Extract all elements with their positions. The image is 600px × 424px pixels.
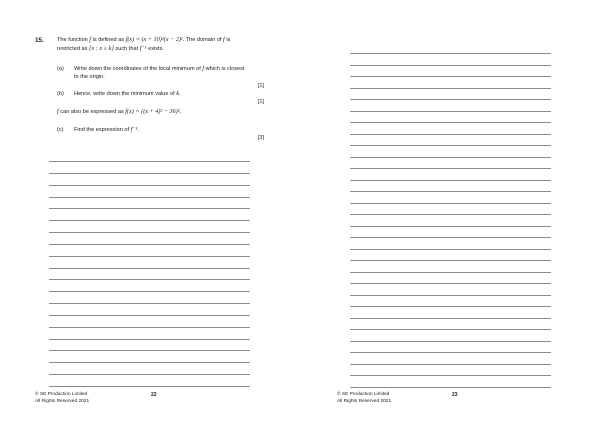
part-b-text: Hence, write down the minimum value of k. bbox=[74, 90, 181, 97]
answer-line[interactable] bbox=[49, 315, 250, 316]
answer-line[interactable] bbox=[350, 191, 551, 192]
answer-line[interactable] bbox=[350, 134, 551, 135]
question-intro-line2: restricted as {x : x ≥ k} such that f⁻¹ exists. bbox=[57, 45, 164, 52]
part-c-text: Find the expression of f⁻¹. bbox=[74, 126, 139, 133]
answer-line[interactable] bbox=[350, 260, 551, 261]
answer-line[interactable] bbox=[350, 237, 551, 238]
answer-line[interactable] bbox=[350, 145, 551, 146]
answer-line[interactable] bbox=[350, 203, 551, 204]
answer-line[interactable] bbox=[49, 232, 250, 233]
answer-line[interactable] bbox=[49, 386, 250, 387]
answer-line[interactable] bbox=[350, 341, 551, 342]
alternative-form: f can also be expressed as f(x) = ((x + 4)² − 36)². bbox=[57, 108, 182, 115]
function-definition: f(x) = (x + 10)²(x − 2)². bbox=[125, 36, 185, 43]
answer-line[interactable] bbox=[350, 295, 551, 296]
alternative-formula: f(x) = ((x + 4)² − 36)². bbox=[125, 108, 182, 115]
answer-line[interactable] bbox=[350, 329, 551, 330]
answer-lines-right[interactable] bbox=[350, 53, 551, 387]
copyright-footer-right: © SE Production Limited All Rights Reserved 2021 bbox=[337, 392, 392, 404]
answer-line[interactable] bbox=[350, 157, 551, 158]
answer-line[interactable] bbox=[350, 65, 551, 66]
answer-lines-left[interactable] bbox=[49, 161, 250, 386]
answer-line[interactable] bbox=[49, 291, 250, 292]
part-b-label: (b) bbox=[57, 91, 64, 97]
answer-line[interactable] bbox=[350, 352, 551, 353]
answer-line[interactable] bbox=[49, 161, 250, 162]
domain-set: {x : x ≥ k} bbox=[89, 45, 114, 52]
answer-line[interactable] bbox=[350, 318, 551, 319]
answer-line[interactable] bbox=[350, 53, 551, 54]
answer-line[interactable] bbox=[350, 226, 551, 227]
part-c-label: (c) bbox=[57, 127, 64, 133]
part-a-text-line1: Write down the coordinates of the local minimum of f which is closest bbox=[74, 65, 245, 72]
answer-line[interactable] bbox=[49, 362, 250, 363]
part-b-marks: [1] bbox=[257, 99, 264, 105]
answer-line[interactable] bbox=[49, 374, 250, 375]
answer-line[interactable] bbox=[350, 387, 551, 388]
answer-line[interactable] bbox=[350, 88, 551, 89]
answer-line[interactable] bbox=[49, 220, 250, 221]
answer-line[interactable] bbox=[49, 244, 250, 245]
answer-line[interactable] bbox=[350, 306, 551, 307]
answer-line[interactable] bbox=[350, 99, 551, 100]
answer-line[interactable] bbox=[49, 327, 250, 328]
question-number: 15. bbox=[35, 37, 44, 44]
answer-line[interactable] bbox=[350, 76, 551, 77]
answer-line[interactable] bbox=[350, 180, 551, 181]
answer-line[interactable] bbox=[350, 283, 551, 284]
answer-line[interactable] bbox=[49, 208, 250, 209]
answer-line[interactable] bbox=[350, 249, 551, 250]
answer-line[interactable] bbox=[350, 364, 551, 365]
answer-line[interactable] bbox=[49, 279, 250, 280]
answer-line[interactable] bbox=[350, 122, 551, 123]
part-c-marks: [3] bbox=[257, 135, 264, 141]
answer-line[interactable] bbox=[49, 268, 250, 269]
answer-line[interactable] bbox=[350, 375, 551, 376]
answer-line[interactable] bbox=[350, 168, 551, 169]
part-a-marks: [1] bbox=[257, 83, 264, 89]
answer-line[interactable] bbox=[49, 173, 250, 174]
answer-line[interactable] bbox=[49, 256, 250, 257]
answer-line[interactable] bbox=[350, 111, 551, 112]
part-a-text-line2: to the origin. bbox=[74, 74, 105, 80]
page-number-right: 23 bbox=[452, 392, 458, 398]
answer-line[interactable] bbox=[49, 185, 250, 186]
page-number-left: 22 bbox=[151, 392, 157, 398]
answer-line[interactable] bbox=[49, 303, 250, 304]
copyright-footer-left: © SE Production Limited All Rights Reserved 2021 bbox=[35, 392, 90, 404]
answer-line[interactable] bbox=[49, 350, 250, 351]
right-page bbox=[300, 0, 600, 424]
question-intro-line1: The function f is defined as f(x) = (x + 10)²(x − 2)². The domain of f is bbox=[57, 36, 231, 43]
part-a-label: (a) bbox=[57, 66, 64, 72]
answer-line[interactable] bbox=[49, 197, 250, 198]
answer-line[interactable] bbox=[350, 272, 551, 273]
answer-line[interactable] bbox=[49, 339, 250, 340]
answer-line[interactable] bbox=[350, 214, 551, 215]
